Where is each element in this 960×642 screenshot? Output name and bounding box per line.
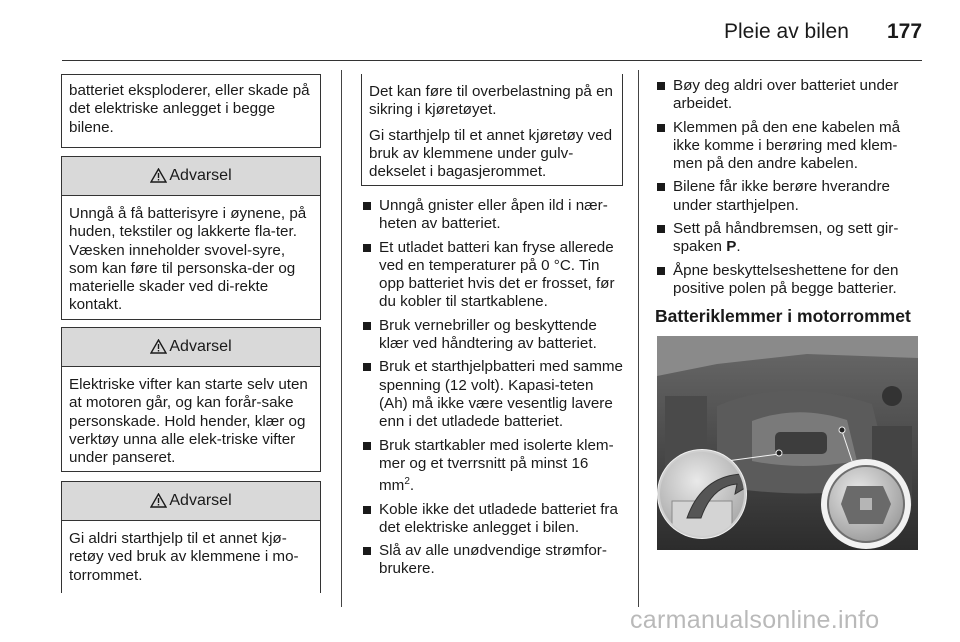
list-item [362, 437, 624, 496]
list-item: Bruk vernebriller og beskyttende klær ved håndtering av batteriet. [362, 317, 624, 354]
warning-box-3-title: Advarsel [169, 492, 232, 509]
list-item: Koble ikke det utladede batteriet fra det elektriske anlegget i bilen. [362, 501, 624, 538]
continued-warning-box [61, 74, 321, 148]
list-item: Unngå gnister eller åpen ild i nær-heten av batteriet. [362, 197, 624, 234]
column-divider-2 [638, 70, 639, 607]
cable-bullet-text: Bruk startkabler med isolerte klem-mer og et tverrsnitt på minst 16 mm [379, 436, 614, 495]
column-divider-1 [341, 70, 342, 607]
procedure-bullet-list [656, 77, 918, 303]
warning-triangle-icon [150, 493, 167, 508]
warning-box-1-title: Advarsel [169, 167, 232, 184]
watermark: carmanualsonline.info [630, 606, 880, 634]
warning-box-3 [61, 481, 321, 593]
cable-bullet-end: . [409, 477, 415, 495]
info-box-paragraph-1: Det kan føre til overbelastning på en sikring i kjøretøyet. [369, 83, 613, 119]
warning-box-2-text: Elektriske vifter kan starte selv uten at motoren går, og kan forår-sake personskade. Hold hender, klær og verktøy unna alle elek-triske vifter under panseret. [69, 376, 308, 467]
section-title: Batteriklemmer i motorrommet [655, 306, 911, 326]
list-item [656, 220, 918, 257]
list-item: Klemmen på den ene kabelen må ikke komme i berøring med klem-men på den andre kabelen. [656, 119, 918, 174]
page-number: 177 [887, 20, 923, 43]
gear-position-label: P [726, 238, 737, 256]
warning-box-2 [61, 327, 321, 472]
warning-box-3-text: Gi aldri starthjelp til et annet kjø-retøy ved bruk av klemmene i mo-torrommet. [69, 530, 299, 584]
list-item: Bøy deg aldri over batteriet under arbeidet. [656, 77, 918, 114]
list-item: Et utladet batteri kan fryse allerede ved en temperaturer på 0 °C. Tin opp batteriet hvis det er frosset, før du kobler til startkablene. [362, 239, 624, 312]
list-item: Bruk et starthjelpbatteri med samme spenning (12 volt). Kapasi-teten (Ah) må ikke være vesentlig lavere enn i det utladede batteriet. [362, 358, 624, 431]
header-divider [62, 60, 922, 61]
warning-box-1-header [62, 157, 320, 196]
info-box-paragraph-2: Gi starthjelp til et annet kjøretøy ved bruk av klemmene under gulv-dekselet i bagasjerommet. [369, 126, 613, 181]
brake-bullet-end: . [736, 238, 741, 256]
brake-bullet-text: Sett på håndbremsen, og sett gir-spaken [673, 220, 899, 256]
warning-triangle-icon [150, 168, 167, 183]
list-item: Bilene får ikke berøre hverandre under starthjelpen. [656, 178, 918, 215]
continued-info-box [361, 74, 623, 186]
warning-box-2-header [62, 328, 320, 367]
list-item: Slå av alle unødvendige strømfor-brukere. [362, 542, 624, 579]
warning-box-3-header [62, 482, 320, 521]
warning-box-1-text: Unngå å få batterisyre i øynene, på huden, tekstiler og lakkerte fla-ter. Væsken inneholder svovel-syre, som kan føre til personska-der og materielle skader ved di-rekte kontakt. [69, 205, 307, 314]
cable-bullet-superscript: 2 [404, 476, 410, 488]
warning-box-1 [61, 156, 321, 320]
engine-bay-battery-terminals-photo [657, 336, 918, 550]
warning-box-2-title: Advarsel [169, 338, 232, 355]
safety-bullet-list [362, 197, 624, 584]
list-item: Åpne beskyttelseshettene for den positive polen på begge batterier. [656, 262, 918, 299]
page-header-title: Pleie av bilen [724, 20, 849, 43]
warning-triangle-icon [150, 339, 167, 354]
continued-warning-text: batteriet eksploderer, eller skade på det elektriske anlegget i begge bilene. [69, 82, 310, 136]
